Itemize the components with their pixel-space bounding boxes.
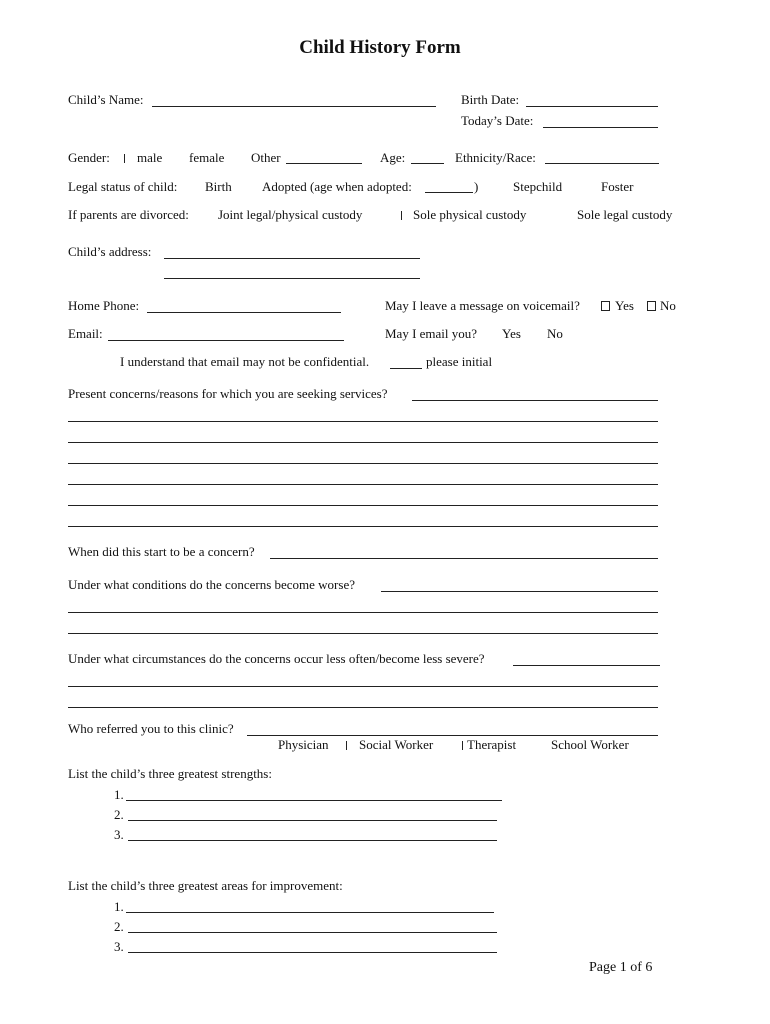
strengths-heading: List the child’s three greatest strengths: (68, 766, 272, 781)
legal-birth-label: Birth (205, 179, 232, 194)
less-severe-question: Under what circumstances do the concerns occur less often/become less severe? (68, 651, 485, 666)
please-initial-label: please initial (426, 354, 493, 369)
email-question: May I email you? (385, 326, 478, 341)
concern-start-question: When did this start to be a concern? (68, 544, 255, 559)
adopted-age-field[interactable] (425, 192, 473, 193)
strength-3-number: 3. (114, 827, 124, 842)
referral-physician-label: Physician (278, 737, 329, 752)
legal-status-label: Legal status of child: (68, 179, 178, 194)
email-field[interactable] (108, 340, 344, 341)
concerns-line-0[interactable] (412, 400, 658, 401)
gender-female-label: female (189, 150, 225, 165)
email-disclaimer: I understand that email may not be confidential. (120, 354, 370, 369)
email-yes-label: Yes (502, 326, 521, 341)
less-severe-line-1[interactable] (68, 686, 658, 687)
strength-3-field[interactable] (128, 840, 497, 841)
voicemail-yes-checkbox[interactable] (601, 301, 610, 311)
worse-question: Under what conditions do the concerns become worse? (68, 577, 355, 592)
concerns-line-6[interactable] (68, 526, 658, 527)
ethnicity-label: Ethnicity/Race: (455, 150, 536, 165)
improvement-heading: List the child’s three greatest areas for improvement: (68, 878, 343, 893)
concerns-line-4[interactable] (68, 484, 658, 485)
form-title: Child History Form (299, 37, 461, 58)
less-severe-line-0[interactable] (513, 665, 660, 666)
worse-line-1[interactable] (68, 612, 658, 613)
email-initial-field[interactable] (390, 368, 422, 369)
page-number: Page 1 of 6 (589, 960, 653, 975)
referral-therapist-label: Therapist (467, 737, 517, 752)
address-line-2[interactable] (164, 278, 420, 279)
concerns-line-1[interactable] (68, 421, 658, 422)
gender-other-label: Other (251, 150, 281, 165)
concern-start-field[interactable] (270, 558, 658, 559)
legal-adopted-label: Adopted (age when adopted: (262, 179, 412, 194)
email-label: Email: (68, 326, 103, 341)
referral-social-worker-label: Social Worker (359, 737, 434, 752)
improvement-1-field[interactable] (126, 912, 494, 913)
legal-adopted-close: ) (474, 179, 479, 194)
custody-joint-label: Joint legal/physical custody (218, 207, 363, 222)
legal-stepchild-label: Stepchild (513, 179, 563, 194)
custody-sole-legal-label: Sole legal custody (577, 207, 673, 222)
child-name-label: Child’s Name: (68, 92, 144, 107)
concerns-line-5[interactable] (68, 505, 658, 506)
age-field[interactable] (411, 163, 444, 164)
referral-therapist-checkbox[interactable] (462, 741, 463, 750)
legal-foster-label: Foster (601, 179, 634, 194)
home-phone-label: Home Phone: (68, 298, 140, 313)
gender-label: Gender: (68, 150, 110, 165)
todays-date-field[interactable] (543, 127, 658, 128)
divorced-label: If parents are divorced: (68, 207, 189, 222)
voicemail-no-label: No (660, 298, 676, 313)
address-label: Child’s address: (68, 244, 152, 259)
strength-2-field[interactable] (128, 820, 497, 821)
strength-1-number: 1. (114, 787, 124, 802)
email-no-label: No (547, 326, 563, 341)
less-severe-line-2[interactable] (68, 707, 658, 708)
concerns-line-3[interactable] (68, 463, 658, 464)
ethnicity-field[interactable] (545, 163, 659, 164)
worse-line-0[interactable] (381, 591, 658, 592)
referred-field[interactable] (247, 735, 658, 736)
strength-2-number: 2. (114, 807, 124, 822)
child-name-field[interactable] (152, 106, 436, 107)
gender-male-checkbox[interactable] (124, 154, 125, 163)
improvement-2-field[interactable] (128, 932, 497, 933)
strength-1-field[interactable] (126, 800, 502, 801)
improvement-1-number: 1. (114, 899, 124, 914)
improvement-3-field[interactable] (128, 952, 497, 953)
referred-question: Who referred you to this clinic? (68, 721, 234, 736)
voicemail-no-checkbox[interactable] (647, 301, 656, 311)
address-line-1[interactable] (164, 258, 420, 259)
birth-date-label: Birth Date: (461, 92, 520, 107)
todays-date-label: Today’s Date: (461, 113, 534, 128)
age-label: Age: (380, 150, 406, 165)
improvement-2-number: 2. (114, 919, 124, 934)
custody-sole-physical-checkbox[interactable] (401, 211, 402, 220)
improvement-3-number: 3. (114, 939, 124, 954)
voicemail-question: May I leave a message on voicemail? (385, 298, 580, 313)
gender-other-field[interactable] (286, 163, 362, 164)
referral-social-worker-checkbox[interactable] (346, 741, 347, 750)
voicemail-yes-label: Yes (615, 298, 634, 313)
home-phone-field[interactable] (147, 312, 341, 313)
concerns-question: Present concerns/reasons for which you are seeking services? (68, 386, 388, 401)
custody-sole-physical-label: Sole physical custody (413, 207, 527, 222)
concerns-line-2[interactable] (68, 442, 658, 443)
gender-male-label: male (137, 150, 163, 165)
referral-school-worker-label: School Worker (551, 737, 629, 752)
worse-line-2[interactable] (68, 633, 658, 634)
birth-date-field[interactable] (526, 106, 658, 107)
